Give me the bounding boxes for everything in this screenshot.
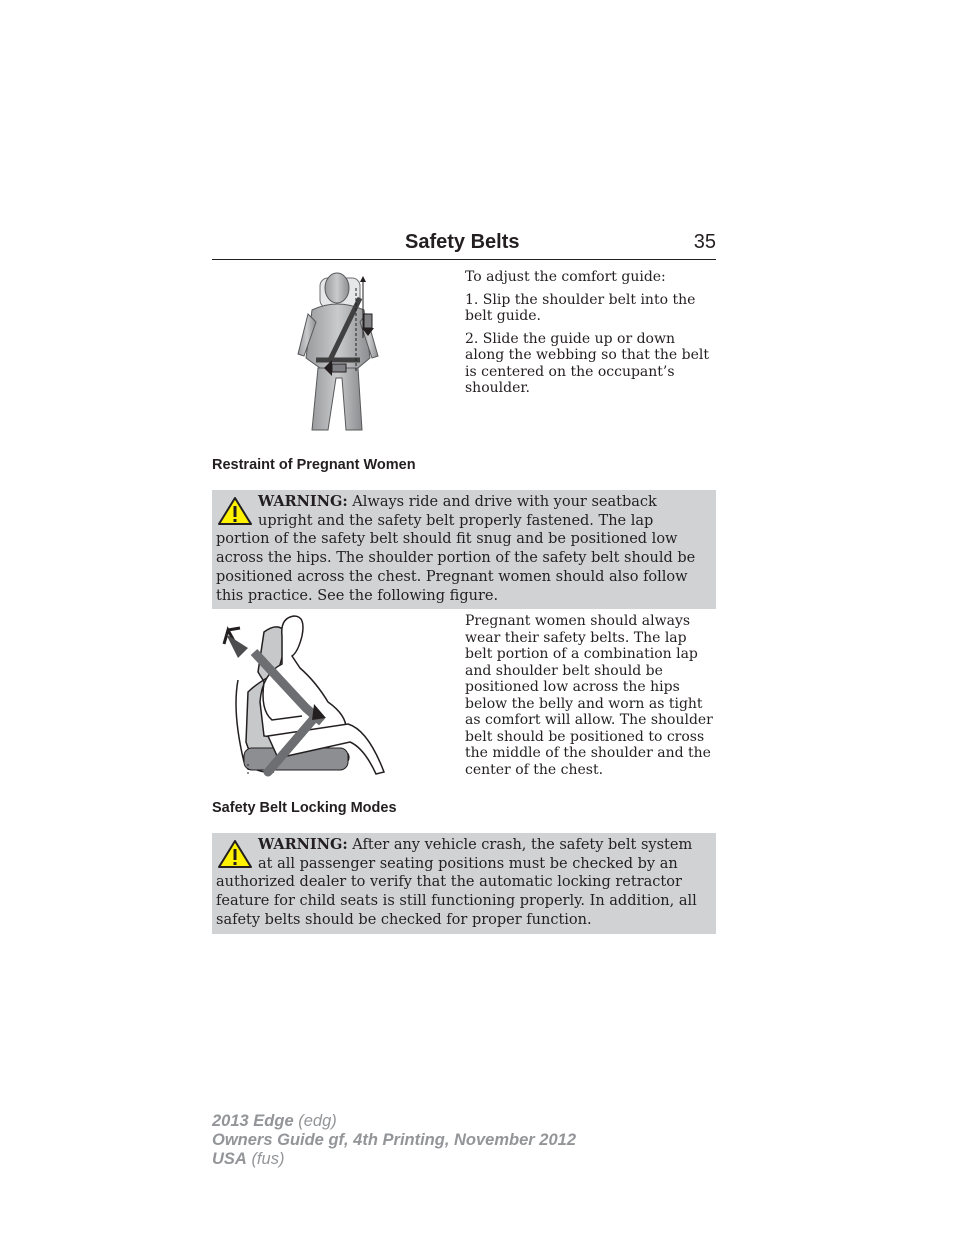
page-footer (212, 1112, 576, 1169)
footer-model: 2013 Edge (212, 1112, 294, 1130)
pregnant-paragraph: Pregnant women should always wear their safety belts. The lap belt portion of a combination lap and shoulder belt should be positioned low across the hips below the belly and worn as tight as comfort will allow. The shoulder belt should be positioned to cross the middle of the shoulder and the center of the chest. (465, 613, 713, 778)
warning-text: Always ride and drive with your seatback upright and the safety belt properly fastened. The lap portion of the safety belt should fit snug and be positioned low across the hips. The shoulder portion of the safety belt should be positioned across the chest. Pregnant women should also follow this practice. See the following figure. (216, 494, 696, 604)
warning-box-locking (212, 833, 716, 934)
page-number: 35 (693, 231, 716, 253)
warning-label: WARNING: (258, 836, 348, 853)
comfort-guide-intro: To adjust the comfort guide: (465, 269, 666, 285)
footer-region-code: (fus) (251, 1150, 285, 1168)
pregnant-woman-illustration (218, 612, 390, 778)
comfort-guide-text (465, 269, 715, 403)
warning-box-pregnant (212, 490, 716, 609)
warning-label: WARNING: (258, 493, 348, 510)
section-heading-pregnant: Restraint of Pregnant Women (212, 457, 416, 473)
warning-triangle-icon (216, 495, 254, 527)
comfort-guide-step: 1. Slip the shoulder belt into the belt guide. (465, 291, 696, 324)
page-title: Safety Belts (405, 231, 520, 253)
footer-guide: Owners Guide gf, 4th Printing, November 2012 (212, 1131, 576, 1149)
footer-region: USA (212, 1150, 247, 1168)
warning-text: After any vehicle crash, the safety belt system at all passenger seating positions must be checked by an authorized dealer to verify that the automatic locking retractor feature for child seats is still functioning properly. In addition, all safety belts should be checked for proper function. (216, 837, 697, 928)
comfort-guide-illustration (290, 268, 390, 434)
footer-region-line (212, 1150, 576, 1169)
warning-triangle-icon (216, 838, 254, 870)
page-header (212, 229, 716, 260)
footer-model-line (212, 1112, 576, 1131)
section-heading-locking: Safety Belt Locking Modes (212, 800, 397, 816)
comfort-guide-step: 2. Slide the guide up or down along the webbing so that the belt is centered on the occupant’s shoulder. (465, 330, 710, 396)
footer-model-code: (edg) (298, 1112, 337, 1130)
pregnant-body-text (465, 613, 715, 784)
